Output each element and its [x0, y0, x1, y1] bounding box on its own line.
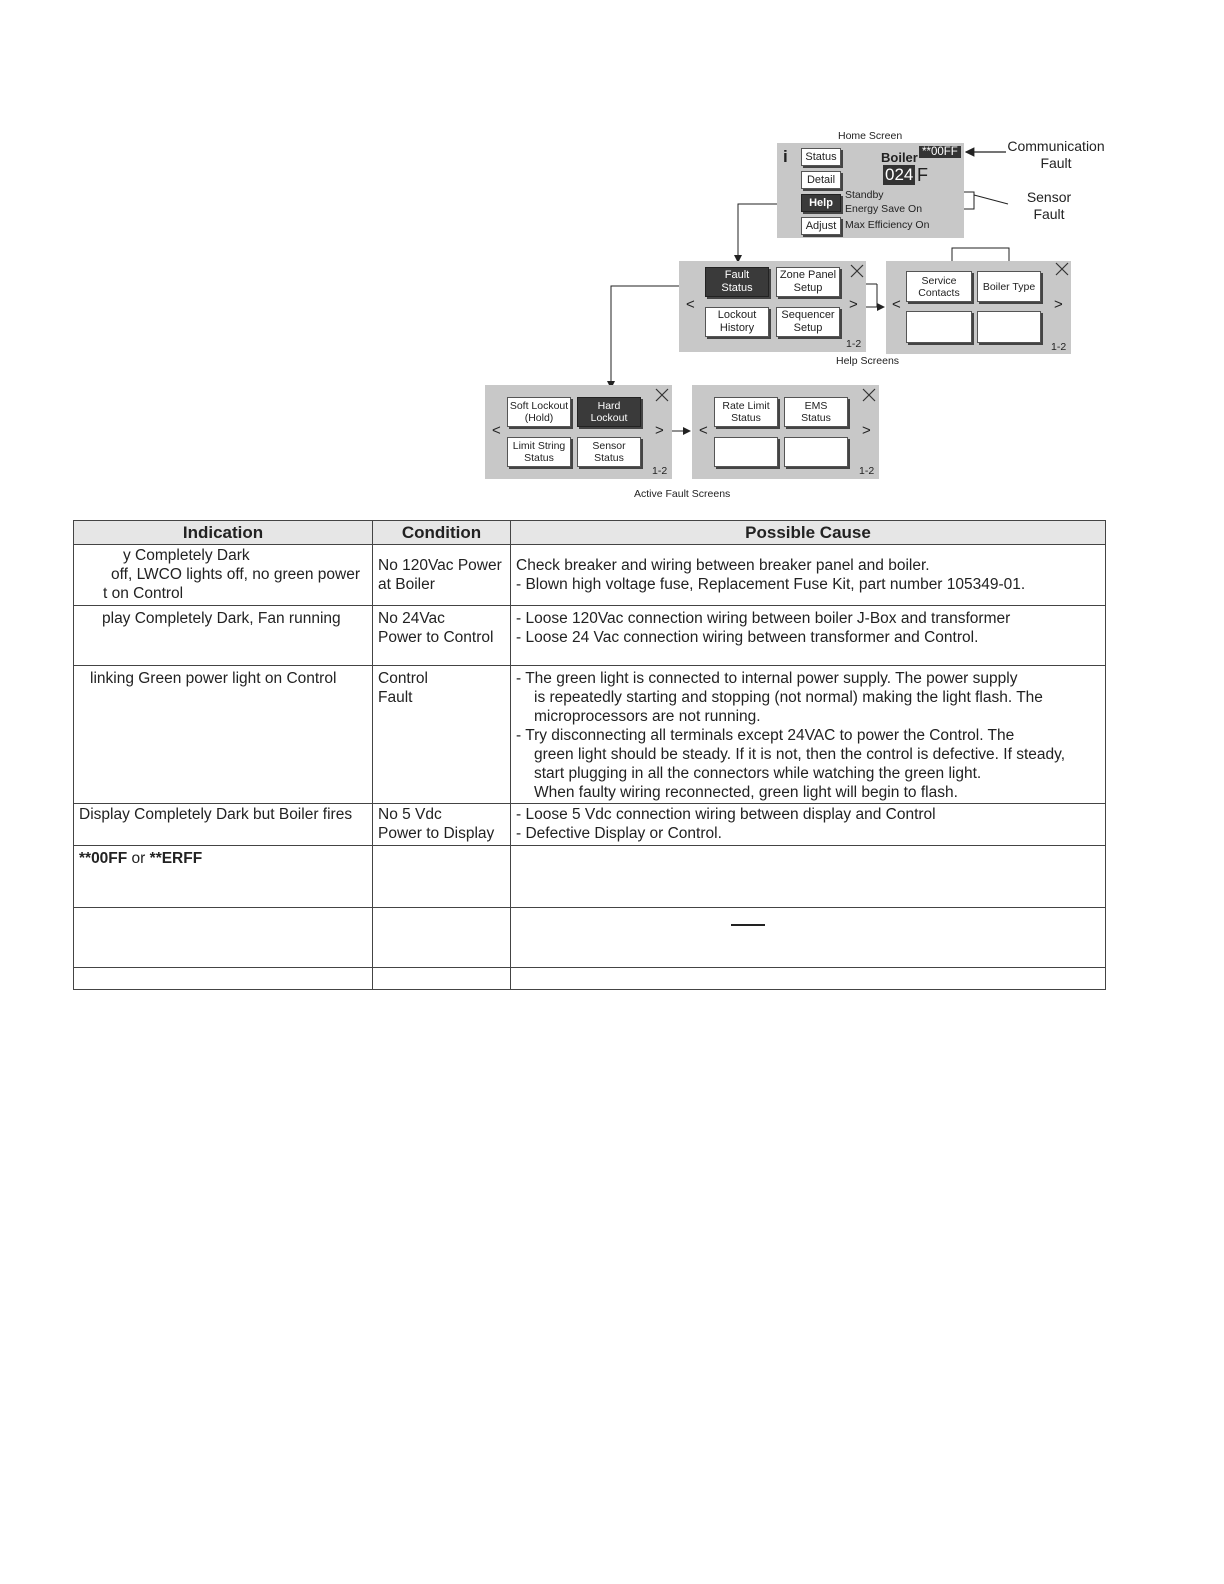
- cause-line: is repeatedly starting and stopping (not normal) making the light flash. The: [534, 689, 1043, 706]
- cause-line: - Try disconnecting all terminals except 24VAC to power the Control. The: [516, 727, 1015, 744]
- condition-line: No 24Vac: [378, 610, 445, 627]
- cause-cell: [511, 804, 1106, 846]
- empty-button[interactable]: [784, 437, 848, 467]
- active-fault-page1: [485, 385, 672, 479]
- cause-line: - Blown high voltage fuse, Replacement Fuse Kit, part number 105349-01.: [516, 576, 1026, 593]
- fault-code: **00FF: [79, 850, 128, 867]
- condition-line: at Boiler: [378, 576, 435, 593]
- cause-line: - Defective Display or Control.: [516, 825, 722, 842]
- help-screen-page1: [679, 261, 866, 352]
- close-icon[interactable]: [862, 388, 876, 402]
- cause-cell: [511, 846, 1106, 908]
- table-header-row: [74, 521, 1106, 545]
- condition-cell: [373, 804, 511, 846]
- empty-button[interactable]: [714, 437, 778, 467]
- condition-cell: [373, 666, 511, 804]
- cause-line: - Loose 120Vac connection wiring between boiler J-Box and transformer: [516, 610, 1011, 627]
- page-indicator: 1-2: [1051, 341, 1067, 353]
- ems-status-button[interactable]: EMS Status: [784, 397, 848, 427]
- info-icon[interactable]: i: [783, 147, 788, 166]
- nav-next-button[interactable]: >: [1054, 296, 1063, 313]
- cause-cell: [511, 908, 1106, 968]
- temperature-unit: F: [917, 165, 928, 185]
- page-indicator: 1-2: [846, 338, 862, 350]
- sensor-fault-callout: Sensor Fault: [1026, 189, 1072, 222]
- indication-cell: [74, 666, 373, 804]
- condition-line: No 5 Vdc: [378, 806, 442, 823]
- condition-line: Fault: [378, 689, 413, 706]
- boiler-title: Boiler: [881, 150, 918, 165]
- cause-line: - Loose 5 Vdc connection wiring between display and Control: [516, 806, 936, 823]
- table-row: [74, 968, 1106, 990]
- cause-cell: [511, 968, 1106, 990]
- indication-line: linking Green power light on Control: [90, 670, 337, 687]
- indication-cell: [74, 545, 373, 606]
- detail-button[interactable]: Detail: [801, 171, 841, 189]
- condition-line: No 120Vac Power: [378, 557, 502, 574]
- home-screen-caption: Home Screen: [838, 130, 903, 142]
- condition-cell: [373, 606, 511, 666]
- nav-prev-button[interactable]: <: [492, 422, 501, 439]
- home-screen-panel: [777, 143, 964, 238]
- troubleshooting-table: [73, 520, 1106, 990]
- nav-next-button[interactable]: >: [849, 296, 858, 313]
- indication-line: y Completely Dark: [123, 547, 250, 564]
- overline-mark: [731, 924, 765, 926]
- indication-cell: [74, 606, 373, 666]
- indication-line: play Completely Dark, Fan running: [102, 610, 341, 627]
- communication-fault-callout: Communication Fault: [1007, 138, 1105, 171]
- table-row: [74, 606, 1106, 666]
- status-button[interactable]: Status: [801, 148, 841, 166]
- indication-line: t on Control: [103, 585, 184, 602]
- cause-line: microprocessors are not running.: [534, 708, 761, 725]
- sensor-status-button[interactable]: Sensor Status: [577, 437, 641, 467]
- nav-prev-button[interactable]: <: [686, 296, 695, 313]
- status-energy-save: Energy Save On: [845, 203, 923, 215]
- indication-line: off, LWCO lights off, no green power: [111, 566, 360, 583]
- soft-lockout-button[interactable]: Soft Lockout (Hold): [507, 397, 571, 427]
- nav-prev-button[interactable]: <: [699, 422, 708, 439]
- cause-line: Check breaker and wiring between breaker panel and boiler.: [516, 557, 930, 574]
- table-row: [74, 666, 1106, 804]
- header-possible-cause: Possible Cause: [511, 521, 1106, 545]
- header-indication: Indication: [74, 521, 373, 545]
- nav-next-button[interactable]: >: [655, 422, 664, 439]
- table-row: [74, 545, 1106, 606]
- status-max-efficiency: Max Efficiency On: [845, 219, 930, 231]
- cause-cell: [511, 606, 1106, 666]
- active-fault-screens-caption: Active Fault Screens: [634, 488, 731, 500]
- nav-prev-button[interactable]: <: [892, 296, 901, 313]
- help-button[interactable]: Help: [801, 194, 841, 212]
- condition-cell: [373, 968, 511, 990]
- limit-string-status-button[interactable]: Limit String Status: [507, 437, 571, 467]
- cause-line: green light should be steady. If it is not, then the control is defective. If steady,: [534, 746, 1066, 763]
- indication-line: Display Completely Dark but Boiler fires: [79, 806, 353, 823]
- indication-cell: [74, 908, 373, 968]
- cause-cell: [511, 545, 1106, 606]
- condition-line: Power to Control: [378, 629, 494, 646]
- indication-separator: or: [127, 850, 150, 867]
- fault-status-button[interactable]: Fault Status: [705, 267, 769, 297]
- adjust-button[interactable]: Adjust: [801, 217, 841, 235]
- active-fault-page2: [692, 385, 879, 479]
- lockout-history-button[interactable]: Lockout History: [705, 307, 769, 337]
- service-contacts-button[interactable]: Service Contacts: [906, 271, 972, 302]
- empty-button[interactable]: [906, 311, 972, 343]
- header-condition: Condition: [373, 521, 511, 545]
- fault-code: **ERFF: [149, 850, 203, 867]
- table-row: [74, 908, 1106, 968]
- condition-line: Power to Display: [378, 825, 495, 842]
- help-screens-caption: Help Screens: [836, 355, 900, 367]
- indication-cell: [74, 804, 373, 846]
- rate-limit-status-button[interactable]: Rate Limit Status: [714, 397, 778, 427]
- fault-badge: **00FF: [919, 146, 961, 158]
- sequencer-setup-button[interactable]: Sequencer Setup: [776, 307, 840, 337]
- zone-panel-setup-button[interactable]: Zone Panel Setup: [776, 267, 840, 297]
- table-row: [74, 846, 1106, 908]
- condition-cell: [373, 545, 511, 606]
- indication-cell: [74, 968, 373, 990]
- page-indicator: 1-2: [859, 465, 875, 477]
- hard-lockout-button[interactable]: Hard Lockout: [577, 397, 641, 427]
- condition-line: Control: [378, 670, 428, 687]
- empty-button[interactable]: [977, 311, 1041, 343]
- cause-line: - The green light is connected to internal power supply. The power supply: [516, 670, 1018, 687]
- condition-cell: [373, 908, 511, 968]
- indication-cell: [74, 846, 373, 908]
- temperature-value: 024: [885, 165, 914, 184]
- cause-line: When faulty wiring reconnected, green light will begin to flash.: [534, 784, 958, 801]
- cause-cell: [511, 666, 1106, 804]
- page-indicator: 1-2: [652, 465, 668, 477]
- cause-line: - Loose 24 Vac connection wiring between transformer and Control.: [516, 629, 979, 646]
- help-screen-page2: [886, 261, 1071, 354]
- close-icon[interactable]: [1055, 262, 1069, 276]
- close-icon[interactable]: [850, 264, 864, 278]
- nav-next-button[interactable]: >: [862, 422, 871, 439]
- status-standby: Standby: [845, 189, 884, 201]
- condition-cell: [373, 846, 511, 908]
- boiler-type-button[interactable]: Boiler Type: [977, 271, 1041, 302]
- close-icon[interactable]: [655, 388, 669, 402]
- cause-line: start plugging in all the connectors while watching the green light.: [534, 765, 982, 782]
- table-row: [74, 804, 1106, 846]
